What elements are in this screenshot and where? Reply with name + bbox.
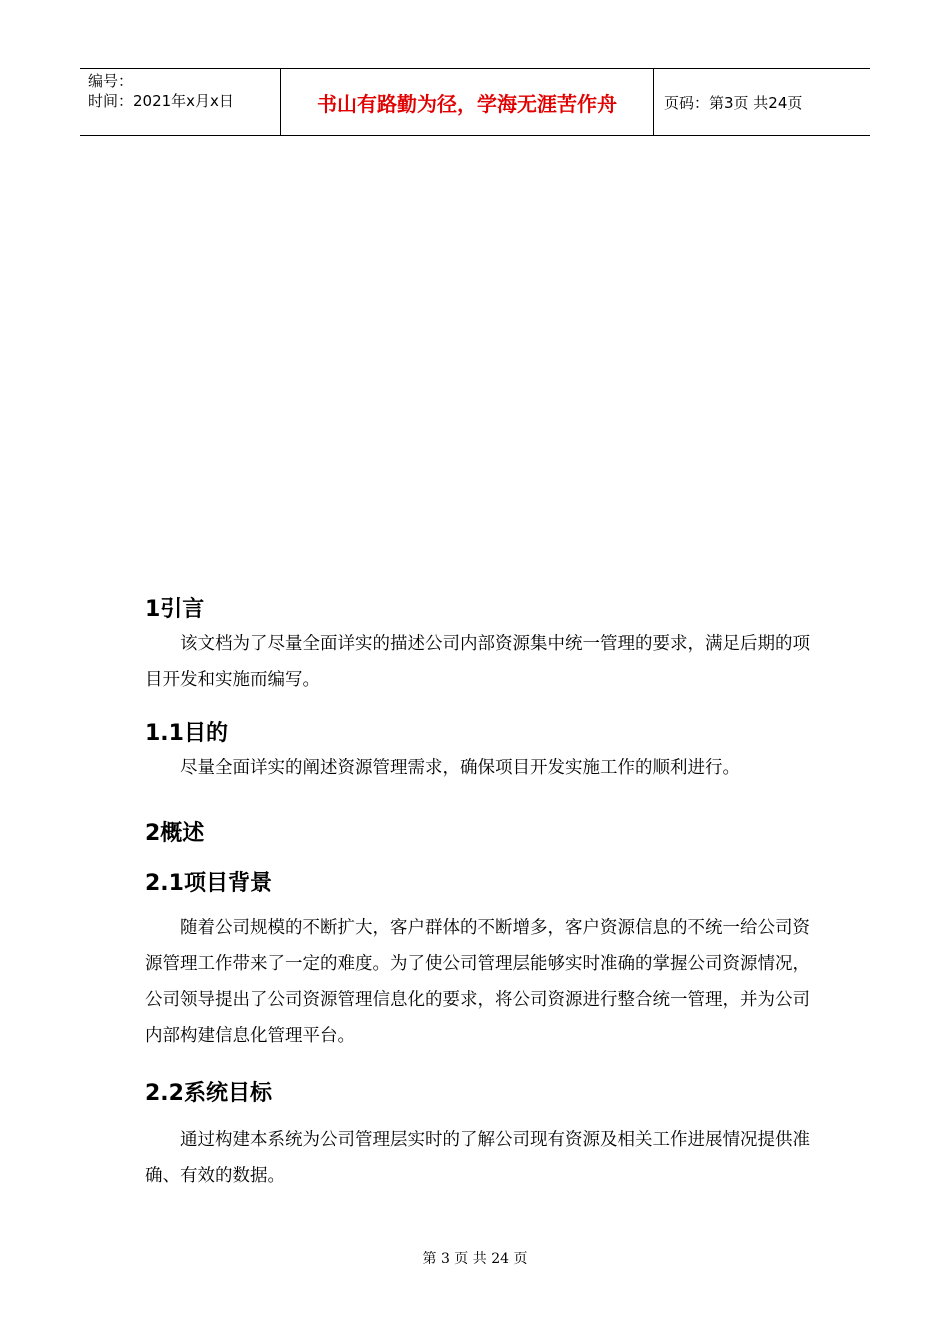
section-2-heading: 2概述 (145, 821, 205, 846)
page-footer: 第 3 页 共 24 页 (422, 1251, 528, 1267)
section-2-1-heading: 2.1项目背景 (145, 871, 272, 896)
section-2 (145, 816, 815, 847)
section-1-1 (145, 716, 815, 747)
section-1-1-heading: 1.1目的 (145, 721, 228, 746)
section-1-paragraph: 该文档为了尽量全面详实的描述公司内部资源集中统一管理的要求，满足后期的项目开发和实施而编写。 (145, 634, 810, 690)
motto-text: 书山有路勤为径，学海无涯苦作舟 (317, 91, 617, 116)
section-2-2-body (145, 1122, 815, 1194)
section-1-1-paragraph: 尽量全面详实的阐述资源管理需求，确保项目开发实施工作的顺利进行。 (180, 758, 740, 778)
header-page-cell (654, 69, 870, 135)
section-1-heading: 1引言 (145, 597, 205, 622)
section-1 (145, 592, 815, 623)
number-label: 编号： (88, 72, 134, 90)
section-2-2 (145, 1076, 815, 1107)
section-1-body (145, 626, 815, 698)
section-2-1-paragraph: 随着公司规模的不断扩大，客户群体的不断增多，客户资源信息的不统一给公司资源管理工作带来了一定的难度。为了使公司管理层能够实时准确的掌握公司资源情况，公司领导提出了公司资源管理信息化的要求，将公司资源进行整合统一管理，并为公司内部构建信息化管理平台。 (145, 918, 810, 1046)
section-1-1-body (145, 750, 815, 786)
section-2-1 (145, 866, 815, 897)
section-2-1-body (145, 910, 815, 1054)
page-info: 页码：第3页 共24页 (664, 93, 803, 112)
section-2-2-heading: 2.2系统目标 (145, 1081, 272, 1106)
time-label: 时间：2021年x月x日 (88, 92, 234, 110)
section-2-2-paragraph: 通过构建本系统为公司管理层实时的了解公司现有资源及相关工作进展情况提供准确、有效的数据。 (145, 1130, 810, 1186)
header-table (80, 68, 870, 136)
header-meta-cell (80, 69, 281, 135)
header-motto-cell (281, 69, 654, 135)
